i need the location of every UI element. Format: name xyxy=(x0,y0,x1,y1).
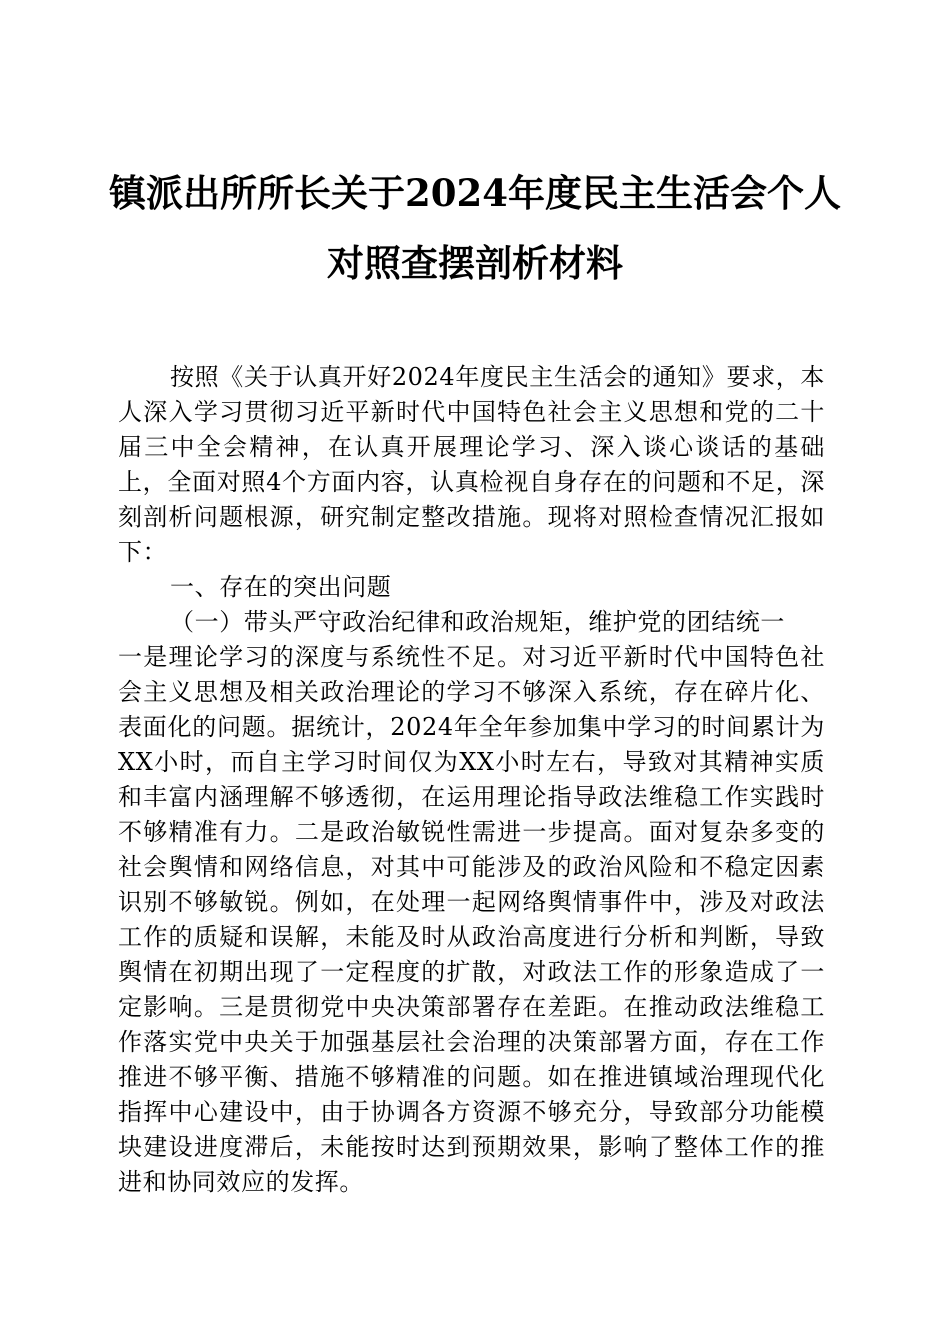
section-heading: 一、存在的突出问题 xyxy=(170,573,392,601)
document-title-line-2: 对照查摆剖析材料 xyxy=(327,241,623,285)
intro-paragraph: 按照《关于认真开好2024年度民主生活会的通知》要求，本人深入学习贯彻习近平新时代中国特色社会主义思想和党的二十届三中全会精神，在认真开展理论学习、深入谈心谈话的基础上，全面对照4个方面内容，认真检视自身存在的问题和不足，深刻剖析问题根源，研究制定整改措施。现将对照检查情况汇报如下： xyxy=(118,363,825,566)
document-title-line-1: 镇派出所所长关于2024年度民主生活会个人 xyxy=(109,171,841,215)
subsection-heading: （一）带头严守政治纪律和政治规矩，维护党的团结统一 xyxy=(170,608,785,636)
body-paragraph: 一是理论学习的深度与系统性不足。对习近平新时代中国特色社会主义思想及相关政治理论的学习不够深入系统，存在碎片化、表面化的问题。据统计，2024年全年参加集中学习的时间累计为XX小时，而自主学习时间仅为XX小时左右，导致对其精神实质和丰富内涵理解不够透彻，在运用理论指导政法维稳工作实践时不够精准有力。二是政治敏锐性需进一步提高。面对复杂多变的社会舆情和网络信息，对其中可能涉及的政治风险和不稳定因素识别不够敏锐。例如，在处理一起网络舆情事件中，涉及对政法工作的质疑和误解，未能及时从政治高度进行分析和判断，导致舆情在初期出现了一定程度的扩散，对政法工作的形象造成了一定影响。三是贯彻党中央决策部署存在差距。在推动政法维稳工作落实党中央关于加强基层社会治理的决策部署方面，存在工作推进不够平衡、措施不够精准的问题。如在推进镇域治理现代化指挥中心建设中，由于协调各方资源不够充分，导致部分功能模块建设进度滞后，未能按时达到预期效果，影响了整体工作的推进和协同效应的发挥。 xyxy=(118,643,825,1196)
